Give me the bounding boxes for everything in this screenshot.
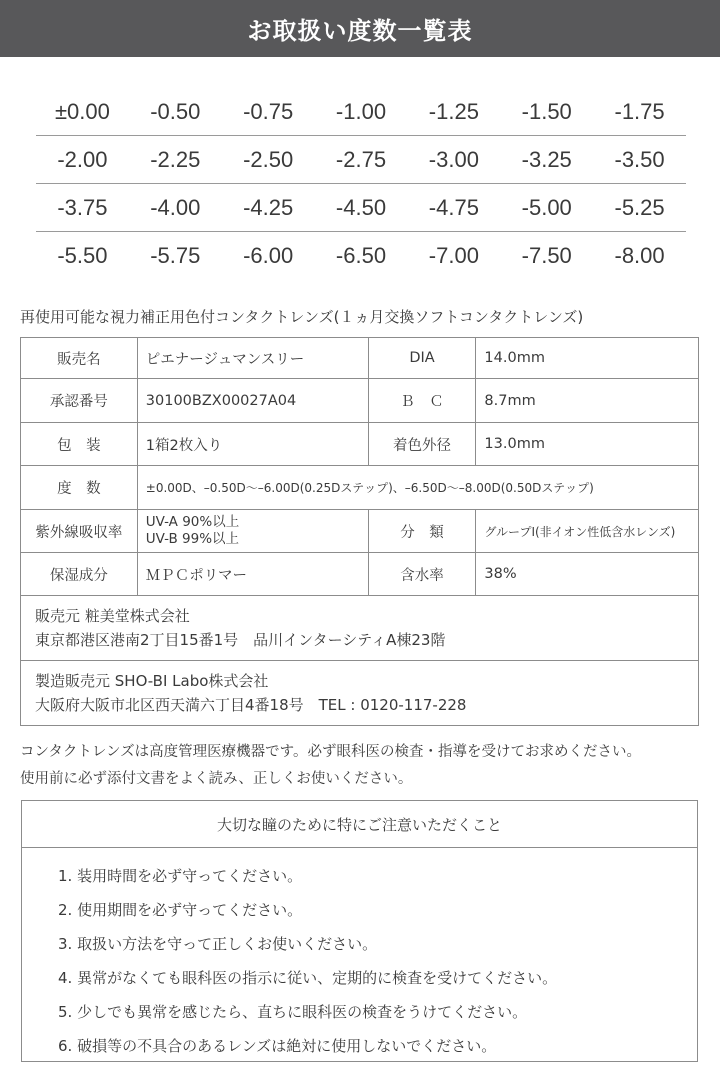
power-row [36, 88, 686, 136]
power-value: -5.75 [150, 243, 201, 268]
power-value: -7.00 [428, 243, 479, 268]
approval-label: 承認番号 [21, 379, 138, 423]
caution-title: 大切な瞳のために特にご注意いただくこと [22, 801, 697, 848]
package-value: 1箱2枚入り [137, 423, 368, 466]
caution-item: 3. 取扱い方法を守って正しくお使いください。 [58, 934, 378, 953]
spec-row [21, 338, 699, 379]
uv-b-value: UV-B 99%以上 [145, 531, 240, 547]
dia-value: 14.0mm [476, 338, 699, 379]
power-row [36, 136, 686, 184]
product-name-label: 販売名 [21, 338, 138, 379]
power-value: -4.75 [428, 194, 479, 220]
manufacturer-address: 大阪府大阪市北区西天満六丁目4番18号 TEL : 0120-117-228 [35, 696, 467, 714]
power-value: -2.50 [243, 146, 294, 172]
power-value: -1.75 [614, 98, 665, 124]
spec-row [21, 423, 699, 466]
caution-box [21, 800, 698, 1062]
category-value: グループⅠ(非イオン性低含水レンズ) [476, 510, 699, 553]
notice-line: コンタクトレンズは高度管理医療機器です。必ず眼科医の検査・指導を受けてお求めください。 [20, 744, 641, 760]
page-header [0, 0, 720, 57]
power-value: -5.50 [57, 243, 108, 268]
manufacturer-info [21, 661, 699, 726]
power-value: -6.00 [243, 243, 294, 268]
color-diameter-label: 着色外径 [368, 423, 476, 466]
uv-label: 紫外線吸収率 [21, 510, 138, 553]
spec-row [21, 596, 699, 661]
power-value: -0.50 [150, 98, 201, 124]
page-title: お取扱い度数一覧表 [247, 17, 473, 45]
power-value: -5.25 [614, 194, 665, 220]
notice-line: 使用前に必ず添付文書をよく読み、正しくお使いください。 [20, 771, 413, 787]
power-value: -7.50 [521, 243, 572, 268]
package-label: 包 装 [21, 423, 138, 466]
power-value: -4.50 [335, 194, 387, 220]
power-value: -4.25 [243, 194, 294, 220]
caution-list [22, 848, 697, 1062]
power-label: 度 数 [21, 466, 138, 510]
category-label: 分 類 [368, 510, 476, 553]
uv-a-value: UV-A 90%以上 [145, 514, 240, 530]
caution-item: 2. 使用期間を必ず守ってください。 [58, 900, 303, 919]
spec-row [21, 510, 699, 553]
notice [20, 739, 715, 793]
power-value: -1.00 [335, 98, 387, 124]
power-row [36, 232, 686, 280]
power-row [36, 184, 686, 232]
approval-value: 30100BZX00027A04 [137, 379, 368, 423]
spec-row [21, 379, 699, 423]
power-value: -0.75 [243, 98, 294, 124]
power-value: -3.00 [428, 146, 479, 172]
dia-label: DIA [368, 338, 476, 379]
moisture-value: ＭＰＣポリマー [137, 553, 368, 596]
power-value: -3.25 [521, 146, 572, 172]
seller-address: 東京都港区港南2丁目15番1号 品川インターシティA棟23階 [35, 631, 446, 649]
bc-label: Ｂ Ｃ [368, 379, 476, 423]
power-value: -3.50 [614, 146, 665, 172]
caution-item: 4. 異常がなくても眼科医の指示に従い、定期的に検査を受けてください。 [58, 968, 558, 987]
spec-row [21, 466, 699, 510]
spec-table [20, 337, 699, 726]
color-diameter-value: 13.0mm [476, 423, 699, 466]
caution-item: 1. 装用時間を必ず守ってください。 [58, 866, 303, 885]
spec-row [21, 553, 699, 596]
power-value: ±0.00 [54, 98, 110, 124]
power-range-value: ±0.00D、–0.50D〜–6.00D(0.25Dステップ)、–6.50D〜–8.00D(0.50Dステップ) [137, 466, 698, 510]
caution-item: 6. 破損等の不具合のあるレンズは絶対に使用しないでください。 [58, 1036, 497, 1055]
manufacturer-name: 製造販売元 SHO-BI Labo株式会社 [35, 672, 269, 690]
power-value: -2.25 [150, 146, 201, 172]
spec-row [21, 661, 699, 726]
water-value: 38% [476, 553, 699, 596]
power-value: -4.00 [150, 194, 201, 220]
power-value: -1.50 [521, 98, 572, 124]
seller-info [21, 596, 699, 661]
power-value: -2.75 [335, 146, 387, 172]
power-value: -1.25 [428, 98, 479, 124]
power-value: -6.50 [335, 243, 387, 268]
caution-item: 5. 少しでも異常を感じたら、直ちに眼科医の検査をうけてください。 [58, 1002, 528, 1021]
power-value: -8.00 [614, 243, 665, 268]
water-label: 含水率 [368, 553, 476, 596]
power-value: -5.00 [521, 194, 572, 220]
seller-name: 販売元 粧美堂株式会社 [35, 607, 190, 625]
uv-value [137, 510, 368, 553]
bc-value: 8.7mm [476, 379, 699, 423]
moisture-label: 保湿成分 [21, 553, 138, 596]
product-name-value: ピエナージュマンスリー [137, 338, 368, 379]
spec-caption: 再使用可能な視力補正用色付コンタクトレンズ(１ヵ月交換ソフトコンタクトレンズ) [20, 308, 584, 326]
power-value: -3.75 [57, 194, 108, 220]
power-grid [36, 88, 686, 280]
power-value: -2.00 [57, 146, 108, 172]
